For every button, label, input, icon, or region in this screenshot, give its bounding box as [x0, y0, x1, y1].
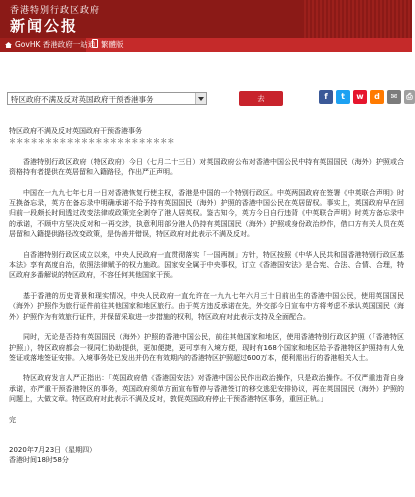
article-select[interactable] [7, 92, 207, 105]
toolbar [7, 90, 413, 112]
print-icon[interactable]: ⎙ [404, 90, 415, 104]
digg-icon[interactable]: d [370, 90, 384, 104]
article-paragraph: 同时，无论是否持有英国国民（海外）护照的香港中国公民，前往其他国家和地区，使用香港特别行政区护照（「香港特区护照」），特区政府都会一视同仁协助提供，更加便捷，更可享有入境方便，现时有168个国家和地区给予香港特区护照持有人免签证或落地签证安排。入境事务处已发出并仍在有效期内的香港特区护照超过600万本，便利需出行的香港相关人士。 [9, 333, 404, 362]
article-date: 2020年7月23日（星期四） [9, 445, 97, 454]
mobile-label: 繁體版 [101, 40, 124, 49]
nav-bar [0, 38, 412, 52]
article-select-value: 特区政府不满及反对英国政府干预香港事务 [11, 95, 154, 104]
article-paragraph: 香港特别行政区政府（特区政府）今日（七月二十三日）对英国政府公布对香港中国公民中持有英国国民（海外）护照或合资格持有者提供在英居留和入籍路径，作出严正声明。 [9, 157, 404, 177]
home-icon [5, 42, 12, 48]
gov-name: 香港特别行政区政府 [10, 6, 101, 16]
govhk-link[interactable] [0, 38, 96, 52]
twitter-icon[interactable]: t [336, 90, 350, 104]
header-decoration [302, 0, 412, 38]
facebook-icon[interactable]: f [319, 90, 333, 104]
page-header [0, 0, 412, 38]
article-paragraph: 特区政府发言人严正指出：「英国政府借《香港国安法》对香港中国公民作出政治操作，只是政治操作。不仅严重违背自身承诺，亦严重干预香港特区的事务，英国政府须单方面宣布暂停与香港签订的移交逃犯安排协议，再在英国国民（海外）护照的问题上，大做文章。特区政府对此表示不满及反对，敦促英国政府停止干预香港特区事务，重回正轨。」 [9, 374, 404, 404]
article-paragraph: 自香港特别行政区成立以来，中央人民政府一直贯彻落实「一国两制」方针，特区按照《中华人民共和国香港特别行政区基本法》享有高度自治，依照法律赋予的权力施政。国家安全属于中央事权，订立《香港国安法》是合宪、合法、合情、合理，特区政府多番解说的特区政府，不容任何其他国家干预。 [9, 250, 404, 280]
article-body [9, 126, 404, 466]
title-underline: ＊＊＊＊＊＊＊＊＊＊＊＊＊＊＊＊＊＊＊＊＊＊＊ [9, 137, 175, 146]
mobile-version-link[interactable] [92, 38, 124, 52]
article-time: 香港时间18时58分 [9, 456, 69, 465]
govhk-label: GovHK 香港政府一站通 [15, 40, 96, 49]
weibo-icon[interactable]: w [353, 90, 367, 104]
go-button[interactable]: 去 [239, 91, 283, 106]
article-paragraph: 基于香港的历史背景和现实情况，中央人民政府一直允许在一九九七年六月三十日前出生的香港中国公民，使用英国国民（海外）护照作为旅行证件前往其他国家和地区旅行。由于英方违反承诺在先，外交部今日宣布中方将考虑不承认英国国民（海外）护照作为有效旅行证件，并保留采取进一步措施的权利，特区政府对此表示支持及全面配合。 [9, 291, 404, 321]
chevron-down-icon[interactable] [195, 93, 206, 104]
mobile-icon [92, 39, 98, 48]
article-title: 特区政府不满及反对英国政府干预香港事务 [9, 127, 142, 135]
page-title: 新闻公报 [10, 17, 79, 35]
email-icon[interactable]: ✉ [387, 90, 401, 104]
article-paragraph: 中国在一九九七年七月一日对香港恢复行使主权，香港是中国的一个特别行政区。中英两国政府在签署《中英联合声明》时互换备忘录，英方在备忘录中明确承诺不给予持有英国国民（海外）护照的香港中国公民在英居留权。事实上，英国政府早在回归前一段颇长时间透过改变法律或政策完全剥夺了港人居英权。鉴古知今，英方今日自行违背《中英联合声明》时英方备忘录中的承诺，不顾中方坚决反对和一再交涉，执意利用部分港人仍持有英国国民（海外）护照或身份政治炒作，借口方有关人员在英居留和入籍提供路径改变政策，是伪善并错误，特区政府对此表示不满及反对。 [9, 188, 404, 239]
article-end-mark: 完 [9, 415, 16, 424]
